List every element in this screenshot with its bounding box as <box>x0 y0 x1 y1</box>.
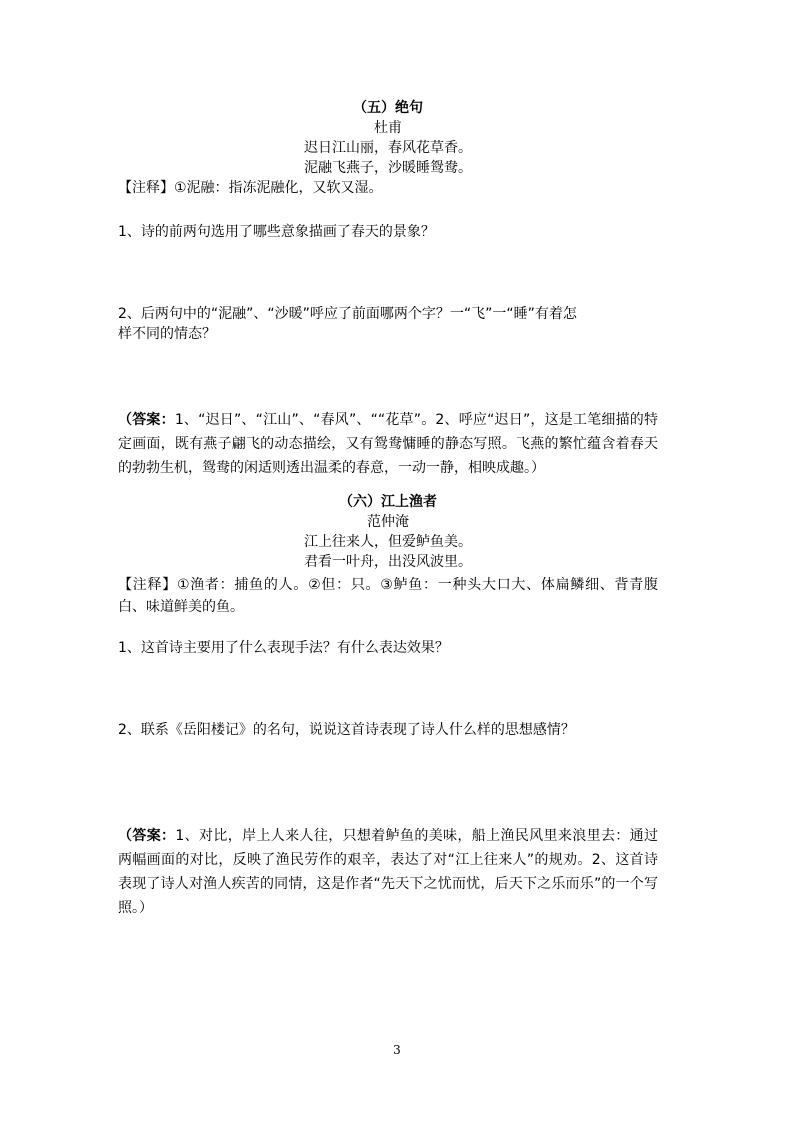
poem6-header <box>118 492 658 572</box>
poem5-note-text: ①泥融：指冻泥融化，又软又湿。 <box>174 180 383 196</box>
poem6-title: （六）江上渔者 <box>339 494 437 510</box>
poem6-author: 范仲淹 <box>367 514 409 530</box>
poem6-question1: 1、这首诗主要用了什么表现手法？有什么表达效果？ <box>118 640 449 656</box>
poem5-question2 <box>118 304 658 344</box>
poem5-answer-label: （答案： <box>118 412 175 428</box>
poem6-note-text: ①渔者：捕鱼的人。②但：只。③鲈鱼：一种头大口大、体扁鳞细、背青腹白、味道鲜美的鱼。 <box>118 577 659 615</box>
poem6-line2: 君看一叶舟，出没风波里。 <box>304 554 472 570</box>
poem5-question2-line2: 样不同的情态？ <box>118 326 216 342</box>
poem5-author: 杜甫 <box>374 120 402 136</box>
poem5-note-label: 【注释】 <box>118 180 174 196</box>
poem5-line2: 泥融飞燕子，沙暖睡鸳鸯。 <box>304 160 472 176</box>
poem5-question2-line1: 2、后两句中的“泥融”、“沙暖”呼应了前面哪两个字？一“飞”一“睡”有着怎 <box>118 306 577 322</box>
poem6-question2: 2、联系《岳阳楼记》的名句，说说这首诗表现了诗人什么样的思想感情？ <box>118 722 575 738</box>
poem6-answer <box>118 824 658 920</box>
poem5-note <box>118 178 658 198</box>
poem5-answer-text: 1、“迟日”、“江山”、“春风”、““花草”。2、呼应“迟日”，这是工笔细描的特定画面，既有燕子翩飞的动态描绘，又有鸳鸯慵睡的静态写照。飞燕的繁忙蕴含着春天的勃勃生机，鸳鸯的闲适则透出温柔的春意，一动一静，相映成趣。） <box>118 412 658 476</box>
poem6-note-label: 【注释】 <box>118 577 177 593</box>
poem6-answer-text: 1、对比，岸上人来人往，只想着鲈鱼的美味，船上渔民风里来浪里去：通过两幅画面的对比，反映了渔民劳作的艰辛，表达了对“江上往来人”的规劝。2、这首诗表现了诗人对渔人疾苦的同情，这是作者“先天下之忧而忧，后天下之乐而乐”的一个写照。） <box>118 828 659 916</box>
poem6-note <box>118 574 658 618</box>
poem5-title: （五）绝句 <box>353 100 423 116</box>
poem6-answer-label: （答案： <box>118 828 176 844</box>
poem6-line1: 江上往来人，但爱鲈鱼美。 <box>304 534 472 550</box>
poem5-header <box>118 98 658 178</box>
poem5-line1: 迟日江山丽，春风花草香。 <box>304 140 472 156</box>
poem5-question1: 1、诗的前两句选用了哪些意象描画了春天的景象？ <box>118 224 435 240</box>
page-number: 3 <box>393 1043 401 1057</box>
poem5-answer <box>118 408 658 480</box>
